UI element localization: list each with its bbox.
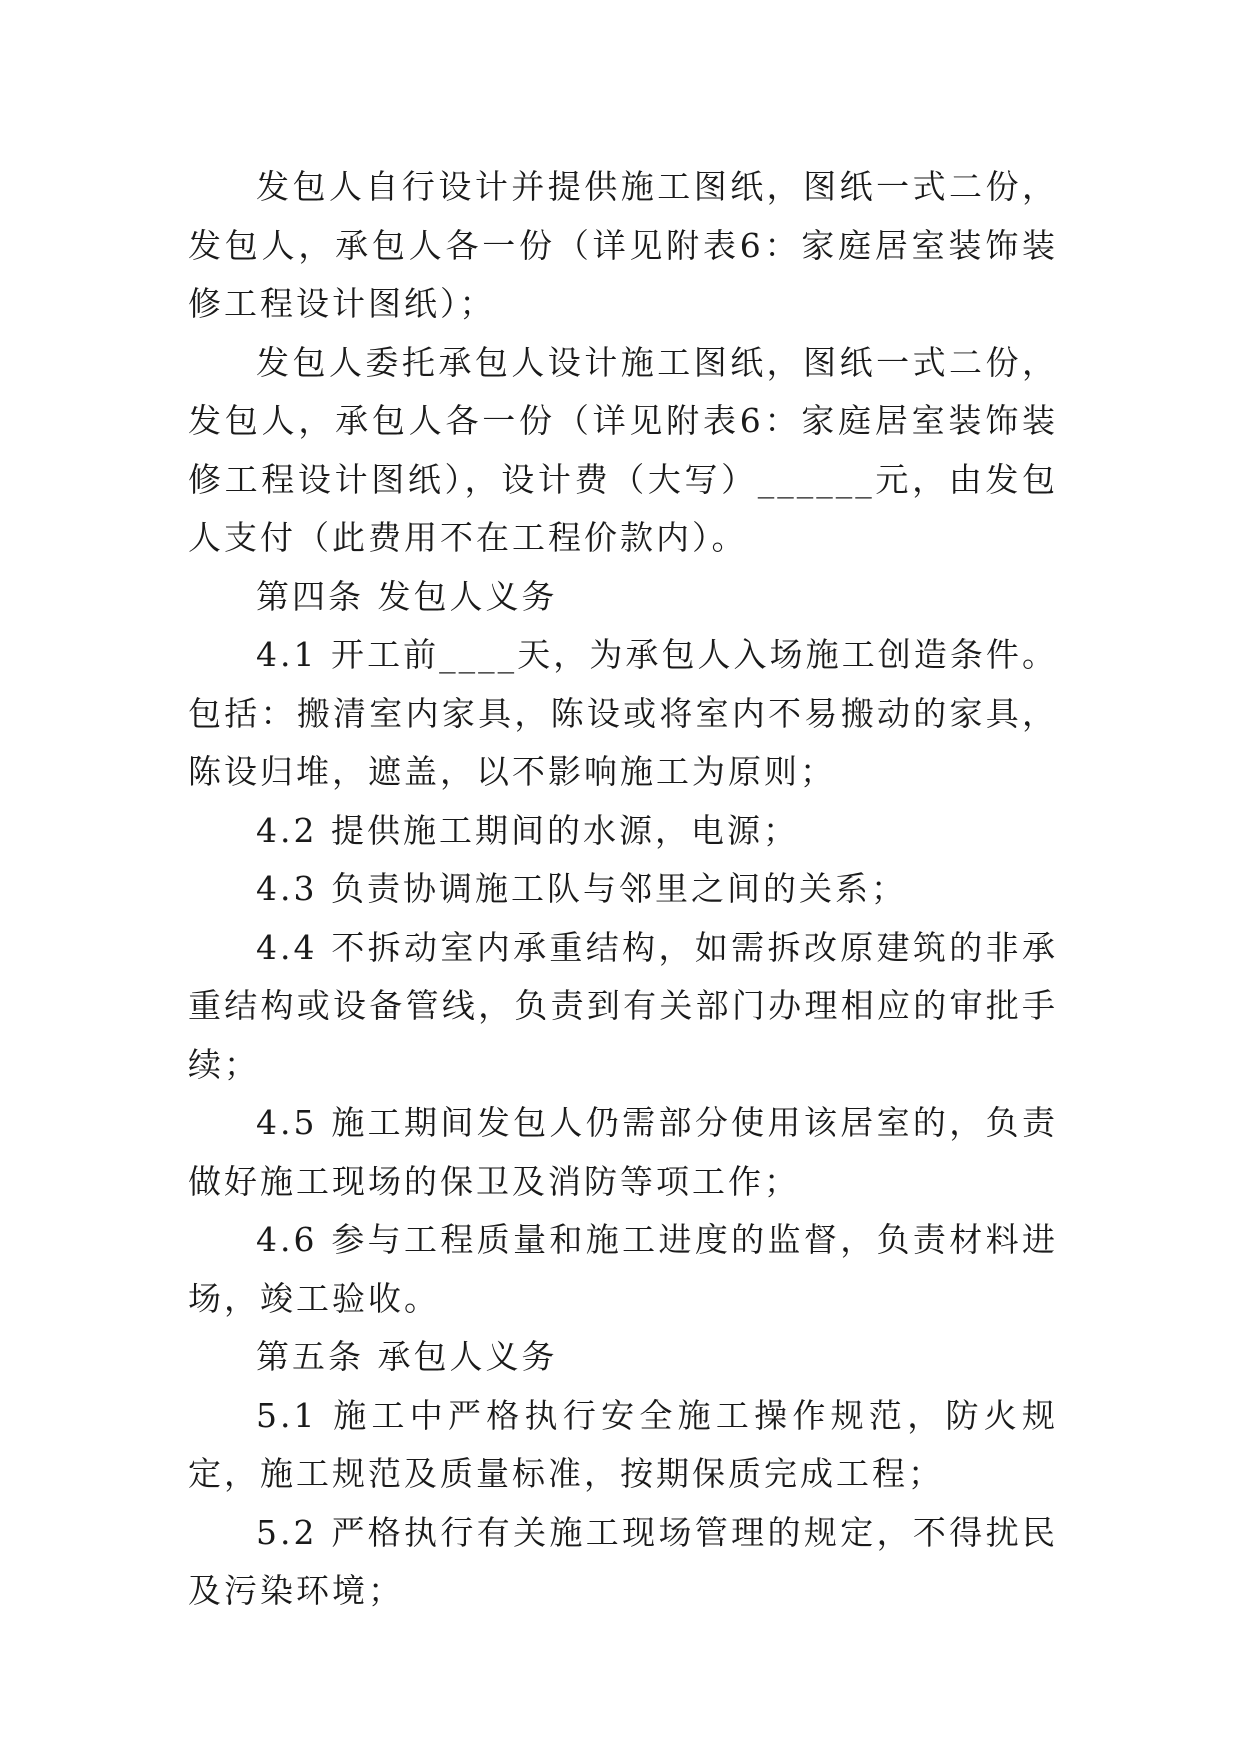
- clause-4-1: 4.1 开工前____天，为承包人入场施工创造条件。包括：搬清室内家具，陈设或将室内不易搬动的家具，陈设归堆，遮盖，以不影响施工为原则；: [188, 635, 1058, 791]
- clause-4-2: 4.2 提供施工期间的水源，电源；: [256, 810, 799, 850]
- article-5-heading: 第五条 承包人义务: [256, 1337, 558, 1376]
- clause-4-6: 4.6 参与工程质量和施工进度的监督，负责材料进场，竣工验收。: [188, 1220, 1058, 1318]
- clause-5-1: 5.1 施工中严格执行安全施工操作规范，防火规定，施工规范及质量标准，按期保质完成工程；: [188, 1395, 1058, 1493]
- paragraph-entrusted-design: 发包人委托承包人设计施工图纸，图纸一式二份，发包人，承包人各一份（详见附表6：家庭居室装饰装修工程设计图纸），设计费（大写）______元，由发包人支付（此费用不在工程价款内）。: [188, 342, 1058, 557]
- clause-5-2: 5.2 严格执行有关施工现场管理的规定，不得扰民及污染环境；: [188, 1512, 1058, 1610]
- paragraph-self-design: 发包人自行设计并提供施工图纸，图纸一式二份，发包人，承包人各一份（详见附表6：家庭居室装饰装修工程设计图纸）；: [188, 167, 1058, 323]
- document-body: [188, 158, 1058, 1621]
- clause-4-3: 4.3 负责协调施工队与邻里之间的关系；: [256, 869, 907, 908]
- clause-4-4: 4.4 不拆动室内承重结构，如需拆改原建筑的非承重结构或设备管线，负责到有关部门办理相应的审批手续；: [188, 927, 1058, 1084]
- article-4-heading: 第四条 发包人义务: [256, 576, 558, 616]
- clause-4-5: 4.5 施工期间发包人仍需部分使用该居室的，负责做好施工现场的保卫及消防等项工作；: [188, 1103, 1058, 1201]
